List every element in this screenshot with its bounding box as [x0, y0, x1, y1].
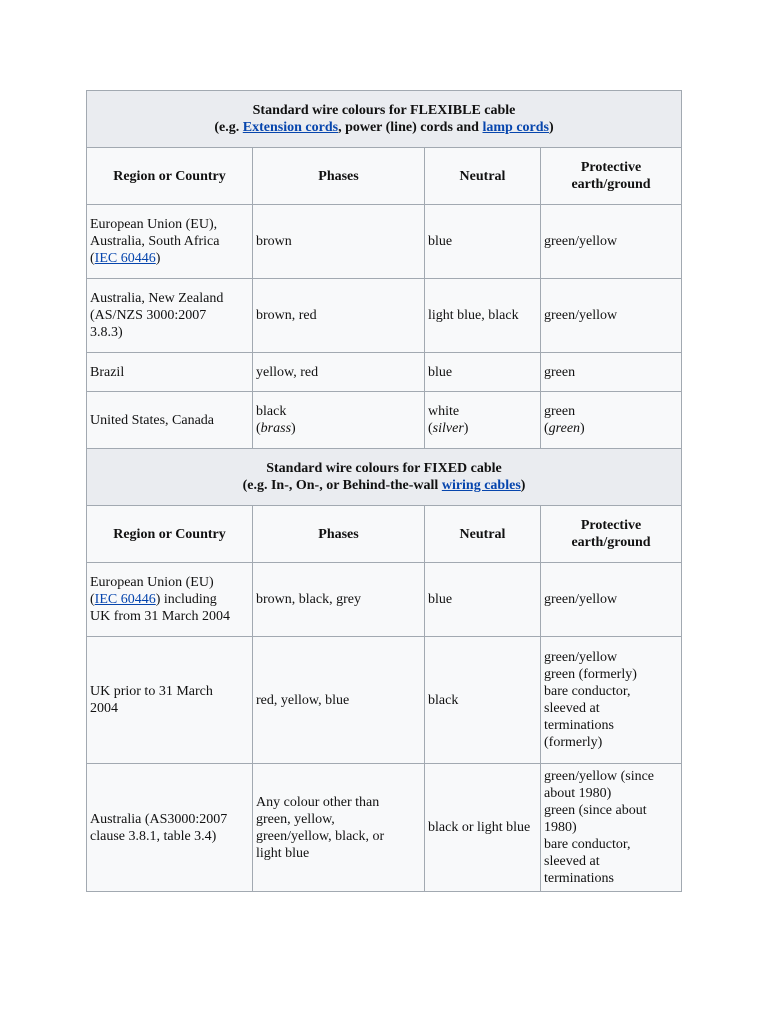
region-text: (AS/NZS 3000:2007: [90, 308, 207, 323]
table-row: [87, 563, 682, 637]
extension-cords-link[interactable]: Extension cords: [242, 120, 339, 135]
earth-text: sleeved at: [544, 701, 600, 716]
paren: (: [90, 592, 95, 607]
earth-cell: green/yellow: [541, 279, 682, 353]
earth-text: terminations: [544, 871, 614, 886]
earth-text: bare conductor,: [544, 837, 631, 852]
neutral-cell: blue: [425, 205, 541, 279]
region-text: UK prior to 31 March: [90, 684, 213, 699]
region-text: European Union (EU),: [90, 217, 218, 232]
header-earth-line: earth/ground: [571, 177, 651, 192]
flexible-subtitle: [90, 119, 678, 136]
header-region: Region or Country: [87, 148, 253, 205]
neutral-cell: blue: [425, 353, 541, 392]
region-text: 2004: [90, 701, 118, 716]
earth-cell: [541, 392, 682, 449]
earth-cell: green/yellow: [541, 205, 682, 279]
wire-colour-table: [86, 90, 682, 892]
neutral-cell: light blue, black: [425, 279, 541, 353]
earth-text: terminations: [544, 718, 614, 733]
flexible-title: Standard wire colours for FLEXIBLE cable: [252, 103, 516, 118]
phases-text: light blue: [256, 845, 310, 861]
region-text: UK from 31 March 2004: [90, 609, 230, 624]
neutral-cell: black: [425, 637, 541, 764]
region-text: Australia (AS3000:2007: [90, 811, 228, 827]
table-row: [87, 205, 682, 279]
phases-cell: brown, black, grey: [253, 563, 425, 637]
neutral-cell: [425, 392, 541, 449]
header-row: [87, 506, 682, 563]
phases-text: Any colour other than: [256, 794, 380, 810]
phases-text: green, yellow,: [256, 811, 335, 827]
phases-cell: [253, 392, 425, 449]
region-cell: [87, 205, 253, 279]
region-text: clause 3.8.1, table 3.4): [90, 828, 217, 844]
earth-text: green/yellow: [544, 650, 618, 665]
earth-text: sleeved at: [544, 854, 600, 869]
fixed-caption: [87, 449, 682, 506]
region-text: European Union (EU): [90, 575, 214, 590]
fixed-subtitle-text: (e.g. In-, On-, or Behind-the-wall: [242, 478, 442, 493]
region-text: 3.8.3): [90, 325, 123, 340]
fixed-subtitle: [90, 477, 678, 494]
earth-text: green (since about: [544, 803, 647, 818]
neutral-cell: blue: [425, 563, 541, 637]
table-row: [87, 637, 682, 764]
earth-cell: green: [541, 353, 682, 392]
flexible-subtitle-text: (e.g.: [214, 120, 243, 135]
region-text: Australia, South Africa: [90, 234, 220, 249]
header-earth-line: earth/ground: [571, 535, 651, 550]
table-row: [87, 764, 682, 892]
header-earth-line: Protective: [580, 518, 642, 533]
header-neutral: Neutral: [425, 506, 541, 563]
neutral-text: (silver): [428, 421, 469, 436]
table-row: [87, 392, 682, 449]
earth-cell: [541, 764, 682, 892]
region-text: [90, 591, 249, 608]
paren: (: [90, 251, 95, 266]
table-row: [87, 279, 682, 353]
phases-text: black: [256, 404, 287, 419]
region-text: [90, 250, 249, 267]
earth-cell: green/yellow: [541, 563, 682, 637]
iec-60446-link[interactable]: IEC 60446: [94, 592, 156, 607]
region-cell: [87, 279, 253, 353]
paren: ): [155, 251, 161, 266]
phases-cell: brown, red: [253, 279, 425, 353]
region-cell: United States, Canada: [87, 392, 253, 449]
terminal-colour: green: [548, 421, 581, 436]
earth-text: green: [544, 404, 576, 419]
neutral-text: white: [428, 404, 460, 419]
header-phases: Phases: [253, 506, 425, 563]
earth-text: (green): [544, 421, 585, 436]
region-cell: Brazil: [87, 353, 253, 392]
terminal-colour: silver: [432, 421, 464, 436]
header-region: Region or Country: [87, 506, 253, 563]
region-text: ) including: [155, 592, 217, 607]
table-row: [87, 353, 682, 392]
header-earth: [541, 506, 682, 563]
phases-cell: [253, 764, 425, 892]
phases-cell: yellow, red: [253, 353, 425, 392]
flexible-subtitle-text: ): [548, 120, 554, 135]
phases-cell: red, yellow, blue: [253, 637, 425, 764]
wiring-cables-link[interactable]: wiring cables: [441, 478, 521, 493]
earth-text: 1980): [544, 820, 577, 835]
region-text: Australia, New Zealand: [90, 291, 224, 306]
region-cell: [87, 764, 253, 892]
earth-text: about 1980): [544, 786, 612, 801]
flexible-caption: [87, 91, 682, 148]
neutral-cell: black or light blue: [425, 764, 541, 892]
flexible-subtitle-text: , power (line) cords and: [338, 120, 483, 135]
header-earth: [541, 148, 682, 205]
header-phases: Phases: [253, 148, 425, 205]
region-cell: [87, 637, 253, 764]
header-row: [87, 148, 682, 205]
earth-text: green (formerly): [544, 667, 637, 682]
iec-60446-link[interactable]: IEC 60446: [94, 251, 156, 266]
earth-cell: [541, 637, 682, 764]
phases-text: (brass): [256, 421, 296, 436]
region-cell: [87, 563, 253, 637]
terminal-colour: brass: [260, 421, 292, 436]
fixed-title: Standard wire colours for FIXED cable: [266, 461, 502, 476]
phases-cell: brown: [253, 205, 425, 279]
phases-text: green/yellow, black, or: [256, 828, 385, 844]
fixed-subtitle-text: ): [520, 478, 526, 493]
header-earth-line: Protective: [580, 160, 642, 175]
header-neutral: Neutral: [425, 148, 541, 205]
lamp-cords-link[interactable]: lamp cords: [482, 120, 549, 135]
earth-text: green/yellow (since: [544, 769, 655, 784]
earth-text: bare conductor,: [544, 684, 631, 699]
earth-text: (formerly): [544, 735, 603, 750]
